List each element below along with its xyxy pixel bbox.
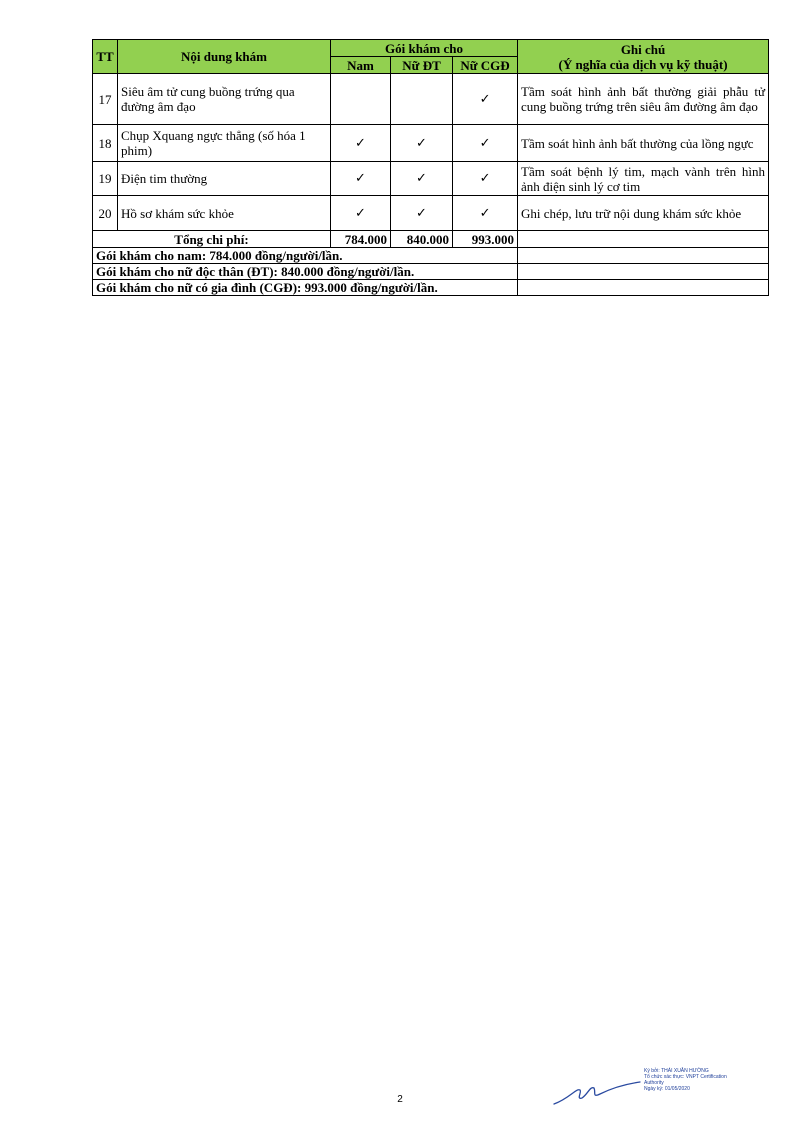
row-note: Tầm soát hình ảnh bất thường của lồng ngực [518,125,769,162]
row-number: 17 [93,74,118,125]
summary-single-female: Gói khám cho nữ độc thân (ĐT): 840.000 đồng/người/lần. [93,264,518,280]
check-nam [331,74,391,125]
header-notes-title: Ghi chú [620,41,666,57]
row-note: Ghi chép, lưu trữ nội dung khám sức khỏe [518,196,769,231]
signature-signer: Ký bởi: THÁI XUÂN HƯỜNG [644,1068,709,1074]
check-nu-dt: ✓ [391,125,453,162]
total-row [93,231,769,248]
row-content: Hồ sơ khám sức khỏe [118,196,331,231]
signature-mark-icon [552,1076,642,1108]
header-notes-subtitle: (Ý nghĩa của dịch vụ kỹ thuật) [558,56,728,72]
header-package-nu-dt: Nữ ĐT [391,57,453,74]
exam-table [92,39,769,296]
row-content: Chụp Xquang ngực thẳng (số hóa 1 phim) [118,125,331,162]
row-number: 20 [93,196,118,231]
check-nu-cgd: ✓ [453,125,518,162]
row-number: 18 [93,125,118,162]
check-nu-dt: ✓ [391,196,453,231]
page-number: 2 [397,1094,403,1105]
check-nu-dt: ✓ [391,162,453,196]
table-row [93,125,769,162]
digital-signature-info [644,1068,774,1092]
header-package-nam: Nam [331,57,391,74]
summary-row [93,280,769,296]
check-nu-cgd: ✓ [453,74,518,125]
summary-note-empty [518,248,769,264]
total-note-empty [518,231,769,248]
summary-male: Gói khám cho nam: 784.000 đồng/người/lần. [93,248,518,264]
check-nu-cgd: ✓ [453,196,518,231]
total-nam: 784.000 [331,231,391,248]
summary-married-female: Gói khám cho nữ có gia đình (CGĐ): 993.000 đồng/người/lần. [93,280,518,296]
table-row [93,162,769,196]
table-row [93,196,769,231]
row-content: Điện tim thường [118,162,331,196]
total-nu-dt: 840.000 [391,231,453,248]
signature-authority: Tổ chức xác thực: VNPT Certification [644,1074,727,1080]
header-tt: TT [93,40,118,74]
row-number: 19 [93,162,118,196]
summary-note-empty [518,264,769,280]
row-note: Tầm soát hình ảnh bất thường giải phẫu tử cung buồng trứng trên siêu âm đường âm đạo [518,74,769,125]
check-nam: ✓ [331,196,391,231]
signature-authority-cont: Authority [644,1080,664,1086]
signature-date: Ngày ký: 01/05/2020 [644,1086,690,1092]
check-nu-cgd: ✓ [453,162,518,196]
row-content: Siêu âm tử cung buồng trứng qua đường âm đạo [118,74,331,125]
table-row [93,74,769,125]
check-nam: ✓ [331,125,391,162]
summary-row [93,264,769,280]
header-content: Nội dung khám [118,40,331,74]
check-nu-dt [391,74,453,125]
check-nam: ✓ [331,162,391,196]
row-note: Tầm soát bệnh lý tim, mạch vành trên hình ảnh điện sinh lý cơ tim [518,162,769,196]
summary-note-empty [518,280,769,296]
summary-row [93,248,769,264]
header-notes [518,40,769,74]
total-label: Tổng chi phí: [93,231,331,248]
total-nu-cgd: 993.000 [453,231,518,248]
header-package-nu-cgd: Nữ CGĐ [453,57,518,74]
header-package-group: Gói khám cho [331,40,518,57]
